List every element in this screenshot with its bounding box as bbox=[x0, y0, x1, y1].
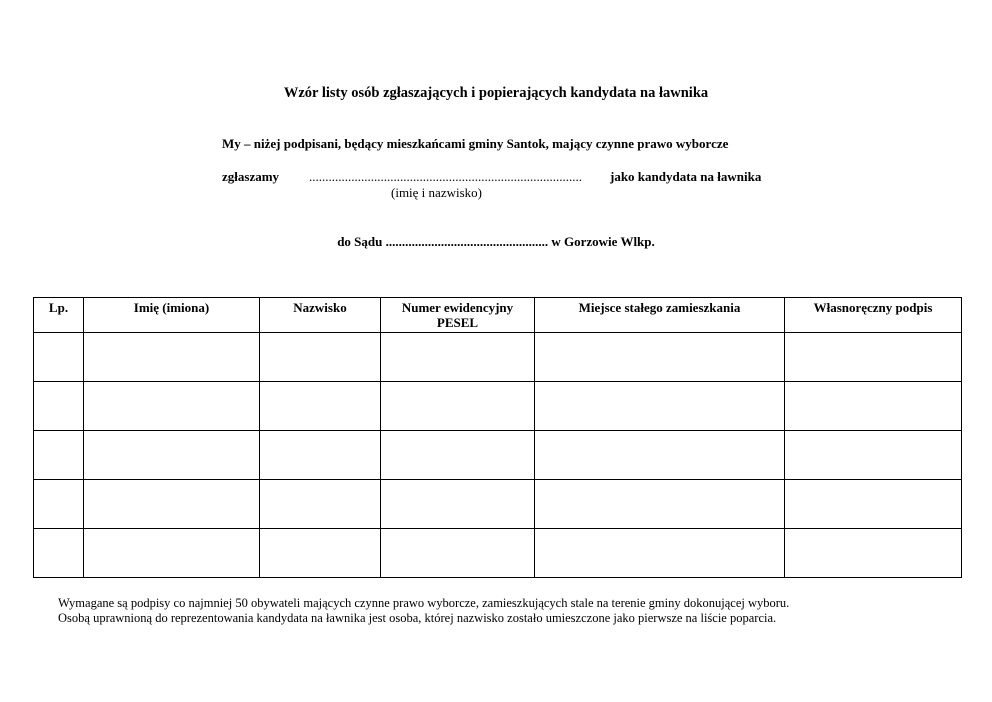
table-row bbox=[34, 480, 962, 529]
column-header-signature: Własnoręczny podpis bbox=[785, 298, 962, 333]
cell-first-name[interactable] bbox=[84, 431, 260, 480]
cell-lp[interactable] bbox=[34, 431, 84, 480]
signatures-table bbox=[33, 297, 962, 578]
footer-note-signatures: Wymagane są podpisy co najmniej 50 obywateli mających czynne prawo wyborcze, zamieszkujących stale na terenie gminy dokonującej wyboru. bbox=[58, 596, 790, 610]
court-line bbox=[0, 234, 992, 250]
column-header-pesel-line2: PESEL bbox=[436, 315, 479, 330]
column-header-lp: Lp. bbox=[34, 298, 84, 333]
cell-address[interactable] bbox=[535, 431, 785, 480]
cell-first-name[interactable] bbox=[84, 333, 260, 382]
table-row bbox=[34, 529, 962, 578]
cell-signature[interactable] bbox=[785, 529, 962, 578]
footer-note-representative: Osobą uprawnioną do reprezentowania kandydata na ławnika jest osoba, której nazwisko zostało umieszczone jako pierwsze na liście poparcia. bbox=[58, 611, 777, 625]
cell-lp[interactable] bbox=[34, 333, 84, 382]
column-header-last-name: Nazwisko bbox=[260, 298, 381, 333]
court-name-blank: .................................................. bbox=[385, 234, 549, 249]
cell-lp[interactable] bbox=[34, 529, 84, 578]
footer-notes bbox=[58, 596, 789, 626]
column-header-pesel-line1: Numer ewidencyjny bbox=[401, 300, 514, 315]
cell-lp[interactable] bbox=[34, 480, 84, 529]
cell-address[interactable] bbox=[535, 382, 785, 431]
cell-pesel[interactable] bbox=[381, 529, 535, 578]
cell-last-name[interactable] bbox=[260, 431, 381, 480]
cell-pesel[interactable] bbox=[381, 333, 535, 382]
court-suffix: w Gorzowie Wlkp. bbox=[551, 234, 655, 249]
cell-last-name[interactable] bbox=[260, 333, 381, 382]
cell-pesel[interactable] bbox=[381, 382, 535, 431]
table-row bbox=[34, 382, 962, 431]
cell-signature[interactable] bbox=[785, 431, 962, 480]
cell-address[interactable] bbox=[535, 333, 785, 382]
cell-pesel[interactable] bbox=[381, 480, 535, 529]
column-header-pesel bbox=[381, 298, 535, 333]
column-header-address: Miejsce stałego zamieszkania bbox=[535, 298, 785, 333]
cell-signature[interactable] bbox=[785, 333, 962, 382]
cell-lp[interactable] bbox=[34, 382, 84, 431]
nominate-suffix: jako kandydata na ławnika bbox=[610, 169, 762, 184]
cell-first-name[interactable] bbox=[84, 529, 260, 578]
cell-last-name[interactable] bbox=[260, 529, 381, 578]
cell-address[interactable] bbox=[535, 529, 785, 578]
cell-address[interactable] bbox=[535, 480, 785, 529]
cell-last-name[interactable] bbox=[260, 382, 381, 431]
document-title: Wzór listy osób zgłaszających i popierających kandydata na ławnika bbox=[283, 85, 709, 101]
table-header-row bbox=[34, 298, 962, 333]
candidate-name-blank: .................................................................................... bbox=[309, 169, 582, 184]
table-row bbox=[34, 333, 962, 382]
column-header-first-name: Imię (imiona) bbox=[84, 298, 260, 333]
cell-signature[interactable] bbox=[785, 480, 962, 529]
cell-signature[interactable] bbox=[785, 382, 962, 431]
cell-pesel[interactable] bbox=[381, 431, 535, 480]
nominate-label: zgłaszamy bbox=[222, 169, 280, 184]
intro-statement: My – niżej podpisani, będący mieszkańcami gminy Santok, mający czynne prawo wyborcze bbox=[222, 136, 729, 151]
table-row bbox=[34, 431, 962, 480]
candidate-name-caption: (imię i nazwisko) bbox=[391, 185, 482, 200]
cell-first-name[interactable] bbox=[84, 480, 260, 529]
cell-first-name[interactable] bbox=[84, 382, 260, 431]
cell-last-name[interactable] bbox=[260, 480, 381, 529]
court-prefix: do Sądu bbox=[337, 234, 383, 249]
